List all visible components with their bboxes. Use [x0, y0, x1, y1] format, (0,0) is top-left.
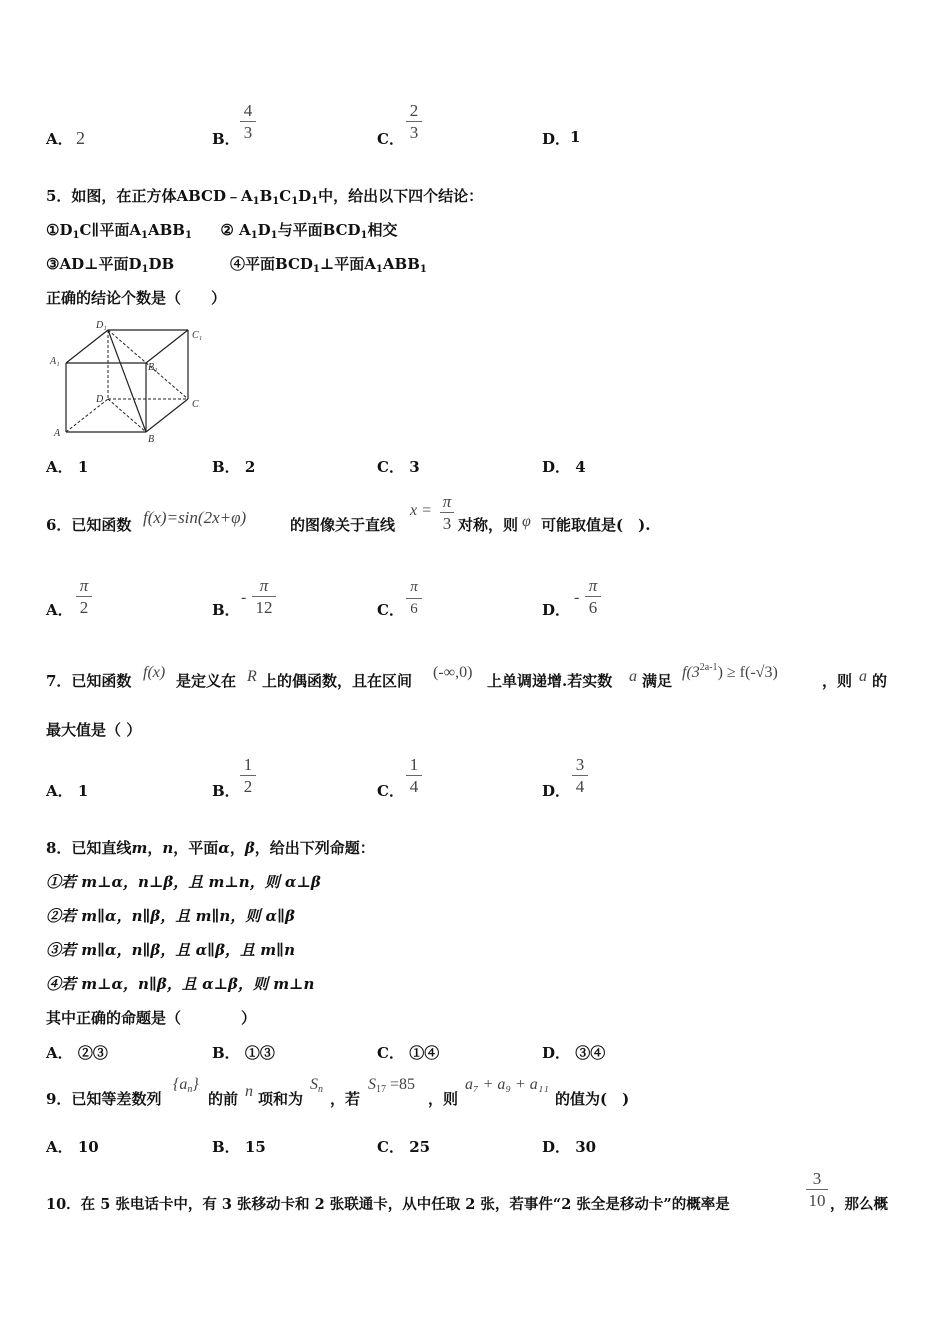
q6-option-d-fraction: π 6	[585, 576, 601, 617]
q4-option-c-label: C．	[377, 130, 404, 148]
cube-label-b: B	[148, 434, 155, 445]
q5-option-c: C． 3	[377, 458, 420, 476]
q6-option-c-fraction: π 6	[406, 578, 422, 619]
cube-figure	[46, 318, 216, 446]
q6-suffix2: 可能取值是( ).	[541, 516, 651, 534]
q7-option-d-label: D．	[542, 782, 571, 800]
q7-fx: f(x)	[143, 664, 166, 681]
q5-option-b: B． 2	[212, 458, 256, 476]
q7-p5: 满足	[642, 672, 673, 690]
q6-phi: φ	[522, 513, 531, 530]
q7-option-b-label: B．	[212, 782, 240, 800]
q4-option-b-label: B．	[212, 130, 240, 148]
q8-option-c: C． ①④	[377, 1044, 440, 1062]
q8-stem: 8．已知直线m，n，平面α，β，给出下列命题：	[46, 839, 375, 857]
q5-conclusions-3-4: ③AD⊥平面$D_1DB$	[46, 255, 175, 275]
q7-prefix: 7．已知函数	[46, 672, 132, 690]
q6-function: f(x)=sin(2x+φ)	[143, 508, 247, 527]
q7-line2: 最大值是（ ）	[46, 721, 142, 739]
q7-option-d-fraction: 3 4	[572, 755, 588, 796]
q7-interval: (-∞,0)	[433, 664, 473, 681]
q7-p7: 的	[872, 672, 888, 690]
q9-p5: ，则	[428, 1090, 459, 1108]
q5-conclusion-4: ④平面$BCD_1\perp$平面$A_1ABB_1$	[230, 255, 427, 275]
cube-label-c1: C₁	[192, 330, 203, 341]
q4-option-a-value: 2	[76, 128, 85, 148]
q10-probability-fraction: 3 10	[806, 1169, 828, 1210]
q9-p3: 项和为	[258, 1090, 304, 1108]
q7-p6: ，则	[822, 672, 853, 690]
q7-a2: a	[859, 668, 867, 685]
q9-option-b: B． 15	[212, 1138, 266, 1156]
q7-a1: a	[629, 668, 637, 685]
q9-option-a: A． 10	[46, 1138, 99, 1156]
q9-sequence: $\{a_n\}$	[173, 1076, 199, 1095]
q9-option-c: C． 25	[377, 1138, 431, 1156]
q9-option-d: D． 30	[542, 1138, 597, 1156]
q6-option-c-label: C．	[377, 601, 404, 619]
q7-p4: 上单调递增.若实数	[487, 672, 613, 690]
q5-option-a: A． 1	[46, 458, 89, 476]
q6-line-fraction: π 3	[440, 492, 454, 533]
q9-p4: ，若	[330, 1090, 361, 1108]
q6-suffix1: 对称，则	[458, 516, 519, 534]
q9-prefix: 9．已知等差数列	[46, 1090, 162, 1108]
q8-proposition-4: ④若 m⊥α，n∥β，且 α⊥β，则 m⊥n	[46, 975, 315, 993]
q8-ask: 其中正确的命题是（ ）	[46, 1009, 257, 1027]
q6-prefix: 6．已知函数	[46, 516, 132, 534]
q5-conclusions-1-2: $①D_1C\parallel$平面$A_1ABB_1$ ② $A_1D_1$与平面$BCD_1$相交	[46, 221, 398, 241]
q9-s17: $S_{17} =85$	[368, 1076, 416, 1095]
q4-option-d-label: D．	[542, 130, 571, 148]
cube-label-a1: A₁	[50, 356, 60, 367]
q9-n: n	[245, 1083, 253, 1100]
cube-label-b1: B₁	[148, 362, 158, 373]
q4-option-c-fraction: 2 3	[406, 101, 422, 142]
q8-option-a: A． ②③	[46, 1044, 108, 1062]
q10-text: 10．在 5 张电话卡中，有 3 张移动卡和 2 张联通卡，从中任取 2 张，若事件“2 张全是移动卡”的概率是	[46, 1196, 730, 1213]
q9-sn: $S_n$	[310, 1076, 323, 1095]
q6-option-a-fraction: π 2	[76, 576, 92, 617]
q9-expression: a₇ + a₉ + a₁₁	[465, 1076, 549, 1093]
q8-proposition-3: ③若 m∥α，n∥β，且 α∥β，且 m∥n	[46, 941, 295, 959]
q5-option-d: D． 4	[542, 458, 586, 476]
q7-R: R	[247, 668, 257, 685]
q6-option-a-label: A．	[46, 601, 73, 619]
q6-option-d-label: D．	[542, 601, 571, 619]
q7-option-a: A． 1	[46, 782, 89, 800]
q4-option-b-fraction: 4 3	[240, 101, 256, 142]
q7-p3: 上的偶函数，且在区间	[262, 672, 413, 690]
q7-option-c-label: C．	[377, 782, 404, 800]
cube-label-c: C	[192, 399, 199, 410]
q6-mid: 的图像关于直线	[290, 516, 396, 534]
q10-tail: ，那么概	[830, 1196, 888, 1213]
cube-label-d1: D₁	[96, 320, 107, 331]
q4-option-d-value: 1	[570, 128, 581, 146]
q5-stem: 5．如图，在正方体$ABCD﹣A_1B_1C_1D_1$中，给出以下四个结论：	[46, 187, 484, 207]
q9-p6: 的值为( )	[555, 1090, 630, 1108]
cube-label-a: A	[54, 428, 61, 439]
q5-ask: 正确的结论个数是（ ）	[46, 289, 227, 307]
q8-proposition-2: ②若 m∥α，n∥β，且 m∥n，则 α∥β	[46, 907, 295, 925]
q7-option-c-fraction: 1 4	[406, 755, 422, 796]
q7-p2: 是定义在	[176, 672, 237, 690]
q7-option-b-fraction: 1 2	[240, 755, 256, 796]
q8-option-d: D． ③④	[542, 1044, 606, 1062]
q6-option-d-sign: -	[574, 589, 580, 606]
q6-x-eq: x =	[410, 502, 432, 519]
q6-option-b-sign: -	[241, 589, 247, 606]
q9-p2: 的前	[208, 1090, 239, 1108]
q6-option-b-label: B．	[212, 601, 240, 619]
q8-proposition-1: ①若 m⊥α，n⊥β，且 m⊥n，则 α⊥β	[46, 873, 321, 891]
cube-label-d: D	[96, 394, 104, 405]
q8-option-b: B． ①③	[212, 1044, 275, 1062]
q7-inequality: $f(3^{2a-1}) \ge f(-√3)$	[682, 662, 778, 681]
q4-option-a-label: A．	[46, 130, 73, 148]
q6-option-b-fraction: π 12	[252, 576, 276, 617]
